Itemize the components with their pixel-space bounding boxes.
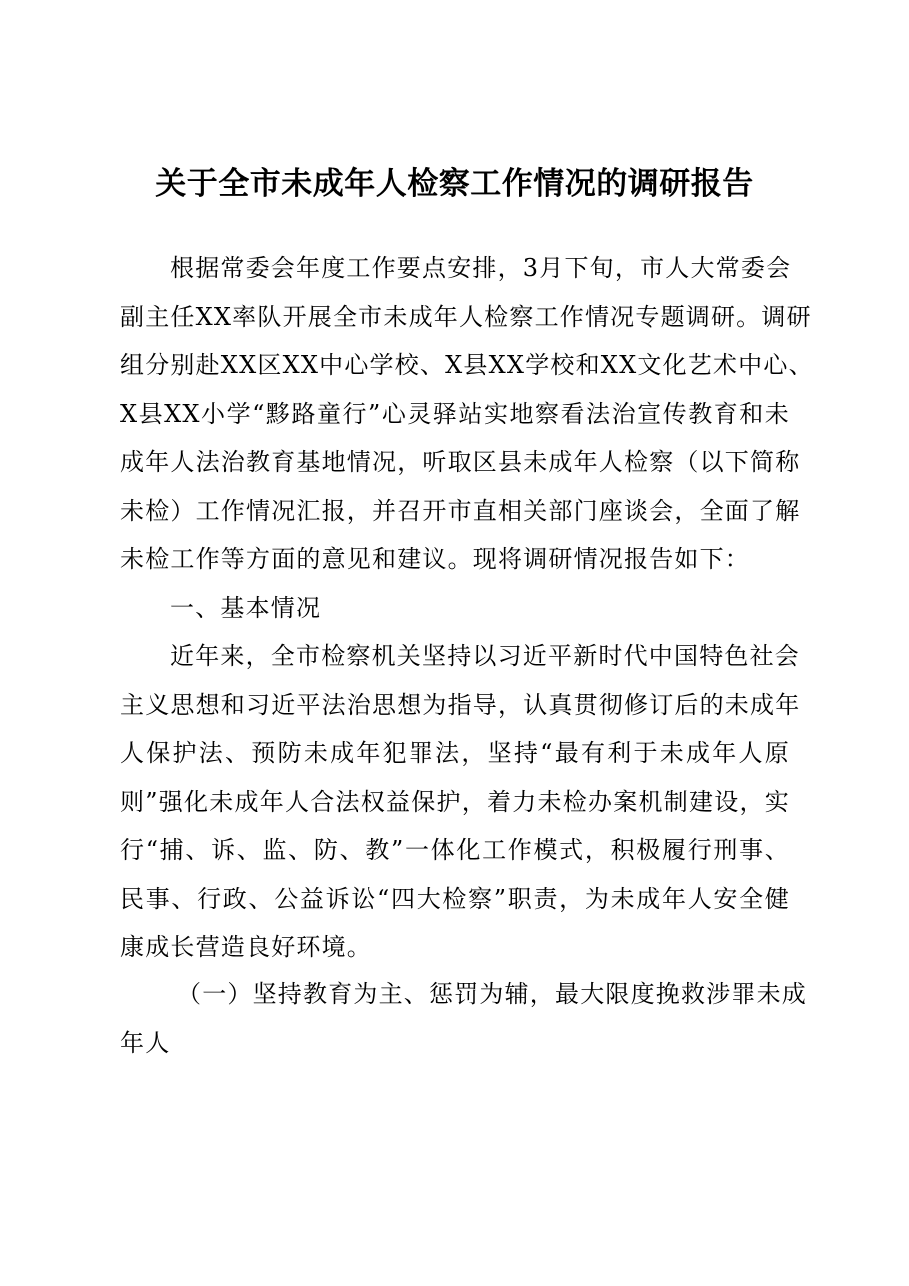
subsection-heading-line: （一）坚持教育为主、惩罚为辅，最大限度挽救涉罪未成 [177,980,807,1008]
section-heading [120,584,790,633]
subsection-heading [120,970,807,1067]
paragraph-line: 康成长营造良好环境。 [120,933,372,961]
paragraph-line: 成年人法治教育基地情况，听取区县未成年人检察（以下简称 [120,448,801,476]
paragraph-line: 则”强化未成年人合法权益保护，着力未检办案机制建设，实 [120,787,790,816]
section-heading-text: 一、基本情况 [170,594,322,622]
paragraph-line: 副主任XX率队开展全市未成年人检察工作情况专题调研。调研 [120,302,812,331]
subsection-heading-line: 年人 [120,1028,171,1057]
paragraph-line: 组分别赴XX区XX中心学校、X县XX学校和XX文化艺术中心、 [120,351,814,379]
document-title: 关于全市未成年人检察工作情况的调研报告 [155,166,754,202]
paragraph-line: 未检）工作情况汇报，并召开市直相关部门座谈会，全面了解 [120,496,801,525]
paragraph-line: 未检工作等方面的意见和建议。现将调研情况报告如下： [120,545,750,573]
paragraph-line: X县XX小学“黟路童行”心灵驿站实地察看法治宣传教育和未 [120,399,790,428]
intro-paragraph [120,244,814,584]
section-paragraph [120,632,801,972]
paragraph-line: 民事、行政、公益诉讼“四大检察”职责，为未成年人安全健 [120,884,790,913]
paragraph-line: 行“捕、诉、监、防、教”一体化工作模式，积极履行刑事、 [120,836,790,864]
paragraph-line: 主义思想和习近平法治思想为指导，认真贯彻修订后的未成年 [120,690,801,719]
paragraph-line: 人保护法、预防未成年犯罪法，坚持“最有利于未成年人原 [120,739,790,767]
paragraph-line: 根据常委会年度工作要点安排，3月下旬，市人大常委会 [170,254,792,282]
paragraph-line: 近年来，全市检察机关坚持以习近平新时代中国特色社会 [170,642,800,670]
